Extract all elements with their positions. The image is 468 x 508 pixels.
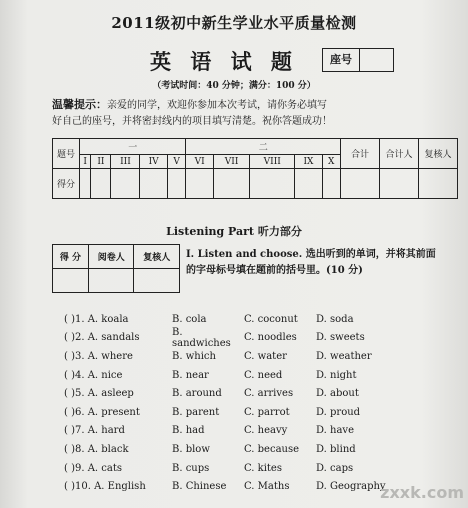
option-c: C. kites [244, 462, 282, 474]
col-3: III [111, 155, 140, 169]
option-d: D. night [316, 369, 357, 381]
option-c: C. because [244, 443, 300, 455]
question-num[interactable]: ( )10. A. English [64, 481, 146, 493]
option-c: C. Maths [244, 481, 290, 493]
option-c: C. noodles [244, 332, 297, 344]
seat-label: 座号 [323, 49, 360, 71]
option-b: B. had [172, 425, 205, 437]
score-cell[interactable] [213, 169, 249, 199]
grader-marker-cell[interactable] [88, 269, 134, 293]
question-num[interactable]: ( )3. A. where [64, 350, 133, 362]
instruction-line1: I. Listen and choose. 选出听到的单词，并将其前面 [186, 249, 436, 260]
grader-reviewer-cell[interactable] [134, 269, 180, 293]
score-cell[interactable] [91, 169, 111, 199]
col-7: VII [213, 155, 249, 169]
group-one: 一 [80, 139, 186, 155]
score-cell[interactable] [322, 169, 340, 199]
option-c: C. water [244, 350, 287, 362]
grader-score-label: 得 分 [53, 245, 89, 269]
group-two: 二 [186, 139, 341, 155]
col-9: IX [295, 155, 322, 169]
total-col: 合计 [341, 139, 380, 169]
reviewer-col: 复核人 [419, 139, 458, 169]
option-b: B. near [172, 369, 209, 381]
option-c: C. need [244, 369, 283, 381]
exam-title: 2011级初中新生学业水平质量检测 [111, 14, 357, 32]
col-6: VI [186, 155, 213, 169]
total-cell[interactable] [341, 169, 380, 199]
option-d: D. blind [316, 443, 356, 455]
question-row [64, 326, 464, 349]
option-d: D. sweets [316, 332, 365, 344]
option-b: B. around [172, 388, 222, 400]
option-c: C. arrives [244, 388, 294, 400]
option-b: B. cola [172, 313, 207, 325]
score-cell[interactable] [111, 169, 140, 199]
instruction-line2: 的字母标号填在题前的括号里。(10 分) [186, 265, 363, 276]
reviewer-cell[interactable] [419, 169, 458, 199]
option-c: C. heavy [244, 425, 288, 437]
question-num[interactable]: ( )7. A. hard [64, 425, 125, 437]
score-cell[interactable] [186, 169, 213, 199]
option-b: B. sandwiches [172, 326, 231, 349]
score-row-label: 题号 [53, 139, 80, 169]
option-c: C. parrot [244, 406, 290, 418]
question-row [64, 384, 464, 403]
question-list [64, 310, 464, 496]
total-person-cell[interactable] [380, 169, 419, 199]
grader-reviewer-label: 复核人 [134, 245, 180, 269]
question-num[interactable]: ( )8. A. black [64, 443, 129, 455]
question-num[interactable]: ( )2. A. sandals [64, 332, 140, 344]
reminder-line2: 好自己的座号，并将密封线内的项目填写清楚。祝你答题成功！ [52, 116, 332, 127]
option-d: D. weather [316, 350, 372, 362]
option-b: B. cups [172, 462, 210, 474]
question-num[interactable]: ( )6. A. present [64, 406, 140, 418]
score-cell[interactable] [140, 169, 167, 199]
reminder [52, 97, 432, 130]
watermark: zxxk.com [380, 483, 464, 502]
option-c: C. coconut [244, 313, 298, 325]
question-row [64, 440, 464, 459]
question-num[interactable]: ( )9. A. cats [64, 462, 122, 474]
question-num[interactable]: ( )5. A. asleep [64, 388, 134, 400]
option-b: B. parent [172, 406, 220, 418]
score-table [52, 138, 458, 199]
question-row [64, 403, 464, 422]
question-row [64, 310, 464, 329]
col-1: I [80, 155, 91, 169]
seat-number-box[interactable] [322, 48, 394, 72]
score-cell[interactable] [250, 169, 295, 199]
grader-score-cell[interactable] [53, 269, 89, 293]
option-d: D. caps [316, 462, 354, 474]
question-num[interactable]: ( )1. A. koala [64, 313, 129, 325]
option-d: D. have [316, 425, 354, 437]
question-row [64, 459, 464, 478]
grader-marker-label: 阅卷人 [88, 245, 134, 269]
instruction [186, 247, 456, 279]
question-row [64, 422, 464, 441]
option-d: D. soda [316, 313, 354, 325]
question-num[interactable]: ( )4. A. nice [64, 369, 123, 381]
option-b: B. Chinese [172, 481, 227, 493]
col-8: VIII [250, 155, 295, 169]
option-d: D. about [316, 388, 359, 400]
question-row [64, 347, 464, 366]
score-cell[interactable] [167, 169, 186, 199]
exam-info: （考试时间：40 分钟；满分：100 分） [152, 81, 316, 91]
option-b: B. blow [172, 443, 210, 455]
reminder-line1: 亲爱的同学，欢迎你参加本次考试，请你务必填写 [107, 100, 327, 111]
reminder-head: 温馨提示： [52, 98, 107, 111]
col-10: X [322, 155, 340, 169]
option-b: B. which [172, 350, 216, 362]
col-2: II [91, 155, 111, 169]
score-cell[interactable] [80, 169, 91, 199]
question-row [64, 366, 464, 385]
total-person-col: 合计人 [380, 139, 419, 169]
subject-title: 英 语 试 题 [150, 49, 298, 74]
col-5: V [167, 155, 186, 169]
col-4: IV [140, 155, 167, 169]
section-title: Listening Part 听力部分 [166, 225, 302, 238]
option-d: D. proud [316, 406, 361, 418]
score-label: 得分 [53, 169, 80, 199]
option-d: D. Geography [316, 481, 386, 493]
score-cell[interactable] [295, 169, 322, 199]
grader-table [52, 244, 180, 293]
